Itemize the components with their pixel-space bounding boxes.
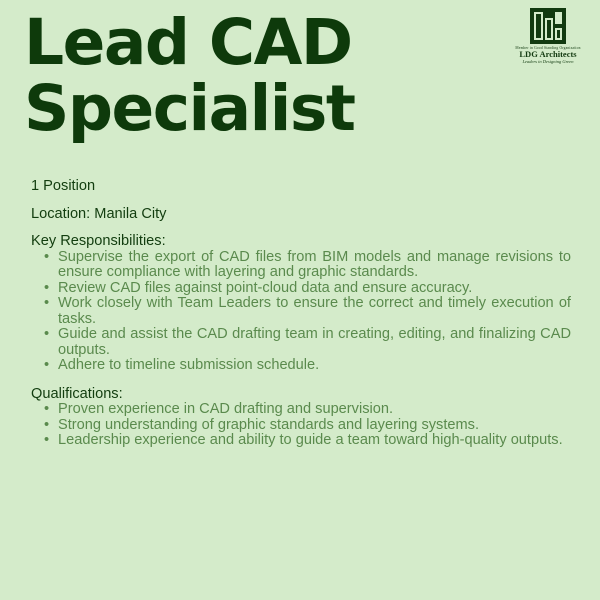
job-location: Location: Manila City <box>31 205 167 222</box>
position-count: 1 Position <box>31 178 96 194</box>
title-line-1: Lead CAD <box>24 6 352 79</box>
qualifications-heading: Qualifications: <box>31 385 123 402</box>
responsibilities-list <box>31 250 571 374</box>
list-item: • Strong understanding of graphic standards and layering systems. <box>31 418 571 434</box>
job-description <box>31 179 571 449</box>
title-line-2: Specialist <box>24 72 355 145</box>
list-item: • Supervise the export of CAD files from BIM models and manage revisions to ensure compliance with layering and graphic standards. <box>31 250 571 281</box>
qualifications-list <box>31 402 571 449</box>
ldg-building-icon <box>530 8 566 44</box>
list-item: • Review CAD files against point-cloud data and ensure accuracy. <box>31 281 571 297</box>
list-item: • Adhere to timeline submission schedule. <box>31 358 571 374</box>
list-item: • Proven experience in CAD drafting and supervision. <box>31 402 571 418</box>
list-item: • Guide and assist the CAD drafting team in creating, editing, and finalizing CAD outputs. <box>31 327 571 358</box>
responsibilities-heading: Key Responsibilities: <box>31 233 166 249</box>
logo-top-text: Member in Good Standing Organization <box>515 46 581 50</box>
page-title <box>24 6 355 145</box>
logo-tagline: Leaders in Designing Green <box>522 59 574 64</box>
company-logo <box>510 8 586 64</box>
list-item: • Leadership experience and ability to guide a team toward high-quality outputs. <box>31 433 571 449</box>
list-item: • Work closely with Team Leaders to ensure the correct and timely execution of tasks. <box>31 296 571 327</box>
logo-name: LDG Architects <box>519 49 577 59</box>
